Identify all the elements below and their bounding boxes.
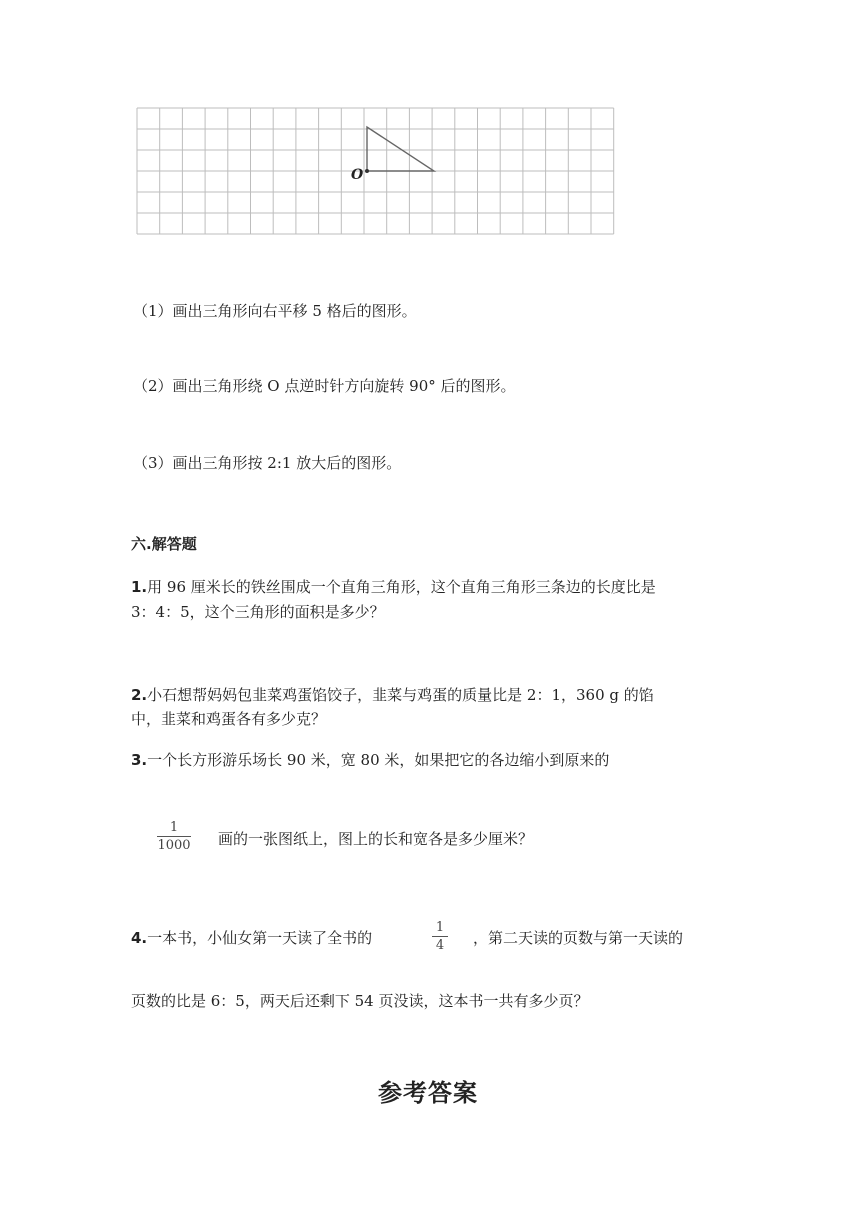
fraction-denominator: 1000 <box>157 838 191 853</box>
question-2 <box>131 685 654 705</box>
fraction-bar <box>432 936 448 937</box>
fraction-1-4 <box>432 920 448 953</box>
question-4-line-1-continued: ，第二天读的页数与第一天读的 <box>473 929 684 947</box>
answer-title: 参考答案 <box>378 1079 478 1107</box>
fraction-1-1000 <box>157 820 191 853</box>
question-text: 小石想帮妈妈包韭菜鸡蛋馅饺子，韭菜与鸡蛋的质量比是 2：1，360 g 的馅 <box>147 686 654 704</box>
question-2-line-2: 中，韭菜和鸡蛋各有多少克？ <box>131 710 327 728</box>
question-4-line-2: 页数的比是 6：5，两天后还剩下 54 页没读，这本书一共有多少页？ <box>131 992 589 1010</box>
question-3 <box>131 750 609 770</box>
question-number: 4. <box>131 929 148 947</box>
question-text: 用 96 厘米长的铁丝围成一个直角三角形，这个直角三角形三条边的长度比是 <box>147 578 656 596</box>
question-text: 一个长方形游乐场长 90 米，宽 80 米，如果把它的各边缩小到原来的 <box>147 751 610 769</box>
question-1-line-2: 3：4：5，这个三角形的面积是多少？ <box>131 603 385 621</box>
fraction-numerator: 1 <box>435 920 445 935</box>
task-3: （3）画出三角形按 2:1 放大后的图形。 <box>133 454 402 472</box>
fraction-numerator: 1 <box>169 820 179 835</box>
task-2: （2）画出三角形绕 O 点逆时针方向旋转 90° 后的图形。 <box>133 377 516 395</box>
question-text: 一本书，小仙女第一天读了全书的 <box>147 929 373 947</box>
question-number: 1. <box>131 578 148 596</box>
origin-point <box>365 169 369 173</box>
question-number: 2. <box>131 686 148 704</box>
section-heading: 六.解答题 <box>131 535 197 553</box>
task-1: （1）画出三角形向右平移 5 格后的图形。 <box>133 302 417 320</box>
question-4 <box>131 928 372 948</box>
origin-label: O <box>351 167 364 183</box>
question-3-line-2: 画的一张图纸上，图上的长和宽各是多少厘米？ <box>218 830 534 848</box>
grid-figure <box>130 104 625 239</box>
fraction-bar <box>157 836 191 837</box>
question-1 <box>131 577 656 597</box>
fraction-denominator: 4 <box>435 938 445 953</box>
triangle <box>367 127 434 171</box>
question-number: 3. <box>131 751 148 769</box>
